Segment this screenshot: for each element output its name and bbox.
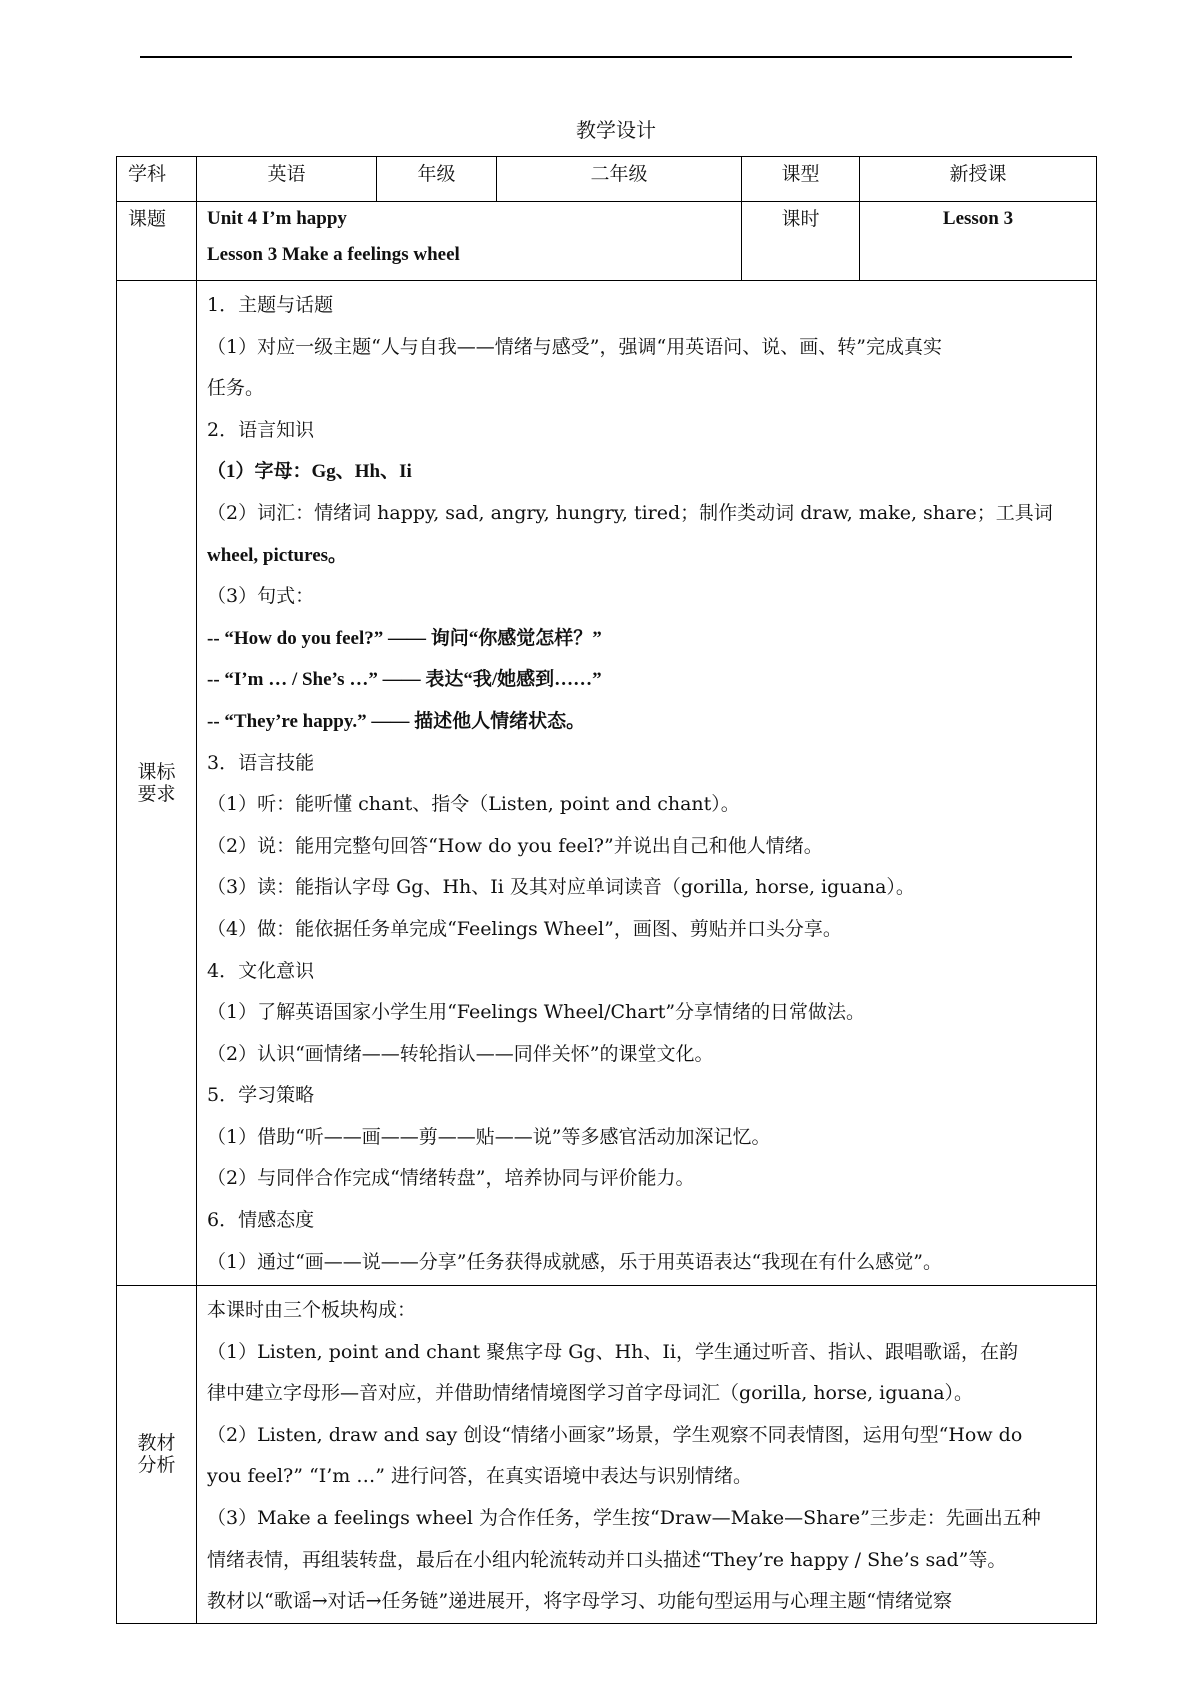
standards-line: （1）了解英语国家小学生用“Feelings Wheel/Chart”分享情绪的日常做法。 bbox=[207, 1001, 866, 1024]
standards-line: wheel, pictures。 bbox=[207, 544, 348, 566]
analysis-label-cell bbox=[117, 1286, 197, 1624]
period-label: 课时 bbox=[781, 208, 820, 230]
lesson-plan-table bbox=[116, 156, 1097, 1624]
analysis-label-line-2: 分析 bbox=[137, 1454, 176, 1477]
standards-line: 4．文化意识 bbox=[207, 959, 315, 982]
standards-content-cell bbox=[197, 281, 1097, 1286]
type-label-cell bbox=[742, 157, 860, 202]
subject-value: 英语 bbox=[267, 163, 306, 185]
topic-line-1: Unit 4 I’m happy bbox=[207, 208, 347, 229]
standards-label-line-2: 要求 bbox=[137, 783, 176, 805]
topic-label: 课题 bbox=[128, 208, 167, 230]
standards-label-line-1: 课标 bbox=[137, 761, 176, 783]
subject-label: 学科 bbox=[128, 163, 167, 185]
analysis-line: 律中建立字母形—音对应，并借助情绪情境图学习首字母词汇（gorilla, horse, iguana）。 bbox=[207, 1382, 974, 1405]
table-row-topic bbox=[117, 202, 1097, 281]
analysis-line: 情绪表情，再组装转盘，最后在小组内轮流转动并口头描述“They’re happy / She’s sad”等。 bbox=[207, 1548, 1007, 1571]
period-value: Lesson 3 bbox=[942, 208, 1014, 229]
type-value-cell bbox=[860, 157, 1097, 202]
type-label: 课型 bbox=[781, 163, 820, 185]
standards-line: （2）认识“画情绪——转轮指认——同伴关怀”的课堂文化。 bbox=[207, 1042, 714, 1065]
subject-label-cell bbox=[117, 157, 197, 202]
standards-line: （2）说：能用完整句回答“How do you feel?”并说出自己和他人情绪。 bbox=[207, 834, 823, 857]
standards-line: （1）通过“画——说——分享”任务获得成就感，乐于用英语表达“我现在有什么感觉”。 bbox=[207, 1250, 942, 1273]
standards-line: （1）听：能听懂 chant、指令（Listen, point and chant）。 bbox=[207, 793, 740, 816]
topic-value-cell bbox=[197, 202, 742, 281]
analysis-content-cell bbox=[197, 1286, 1097, 1624]
analysis-line: （3）Make a feelings wheel 为合作任务，学生按“Draw—Make—Share”三步走：先画出五种 bbox=[207, 1506, 1041, 1529]
standards-line: （3）读：能指认字母 Gg、Hh、Ii 及其对应单词读音（gorilla, horse, iguana）。 bbox=[207, 876, 915, 899]
analysis-label-line-1: 教材 bbox=[137, 1432, 176, 1455]
standards-line: -- “They’re happy.” —— 描述他人情绪状态。 bbox=[207, 710, 586, 732]
subject-value-cell bbox=[197, 157, 377, 202]
period-value-cell bbox=[860, 202, 1097, 281]
grade-value-cell bbox=[497, 157, 742, 202]
topic-line-2: Lesson 3 Make a feelings wheel bbox=[207, 244, 460, 265]
standards-line: 任务。 bbox=[207, 377, 265, 400]
standards-line: （1）借助“听——画——剪——贴——说”等多感官活动加深记忆。 bbox=[207, 1125, 771, 1148]
analysis-line: （2）Listen, draw and say 创设“情绪小画家”场景，学生观察不同表情图，运用句型“How do bbox=[207, 1423, 1023, 1446]
standards-line: 3．语言技能 bbox=[207, 751, 315, 774]
topic-label-cell bbox=[117, 202, 197, 281]
grade-value: 二年级 bbox=[590, 163, 648, 185]
analysis-line: 教材以“歌谣→对话→任务链”递进展开，将字母学习、功能句型运用与心理主题“情绪觉察 bbox=[207, 1590, 952, 1613]
standards-line: 5．学习策略 bbox=[207, 1084, 315, 1107]
standards-line: 1．主题与话题 bbox=[207, 294, 334, 316]
standards-line: -- “I’m … / She’s …” —— 表达“我/她感到……” bbox=[207, 669, 602, 691]
analysis-line: （1）Listen, point and chant 聚焦字母 Gg、Hh、Ii，学生通过听音、指认、跟唱歌谣，在韵 bbox=[207, 1340, 1018, 1363]
table-row-analysis bbox=[117, 1286, 1097, 1624]
table-row-standards bbox=[117, 281, 1097, 1286]
type-value: 新授课 bbox=[949, 163, 1007, 185]
standards-label-cell bbox=[117, 281, 197, 1286]
grade-label-cell bbox=[377, 157, 497, 202]
standards-line: -- “How do you feel?” —— 询问“你感觉怎样？” bbox=[207, 627, 602, 649]
analysis-line: 本课时由三个板块构成： bbox=[207, 1299, 417, 1321]
grade-label: 年级 bbox=[417, 163, 456, 185]
standards-line: 2．语言知识 bbox=[207, 418, 315, 441]
standards-line: （2）词汇：情绪词 happy, sad, angry, hungry, tired；制作类动词 draw, make, share；工具词 bbox=[207, 501, 1053, 524]
document-title: 教学设计 bbox=[576, 118, 656, 142]
standards-line: （3）句式： bbox=[207, 585, 315, 608]
period-label-cell bbox=[742, 202, 860, 281]
standards-line: （2）与同伴合作完成“情绪转盘”，培养协同与评价能力。 bbox=[207, 1167, 695, 1190]
standards-line: （1）字母：Gg、Hh、Ii bbox=[207, 461, 412, 483]
analysis-line: you feel?” “I’m …” 进行问答，在真实语境中表达与识别情绪。 bbox=[207, 1465, 753, 1488]
standards-line: 6．情感态度 bbox=[207, 1209, 315, 1232]
standards-line: （1）对应一级主题“人与自我——情绪与感受”，强调“用英语问、说、画、转”完成真实 bbox=[207, 335, 942, 358]
table-row-basic-info bbox=[117, 157, 1097, 202]
header-rule bbox=[140, 56, 1072, 58]
standards-line: （4）做：能依据任务单完成“Feelings Wheel”，画图、剪贴并口头分享。 bbox=[207, 917, 842, 940]
